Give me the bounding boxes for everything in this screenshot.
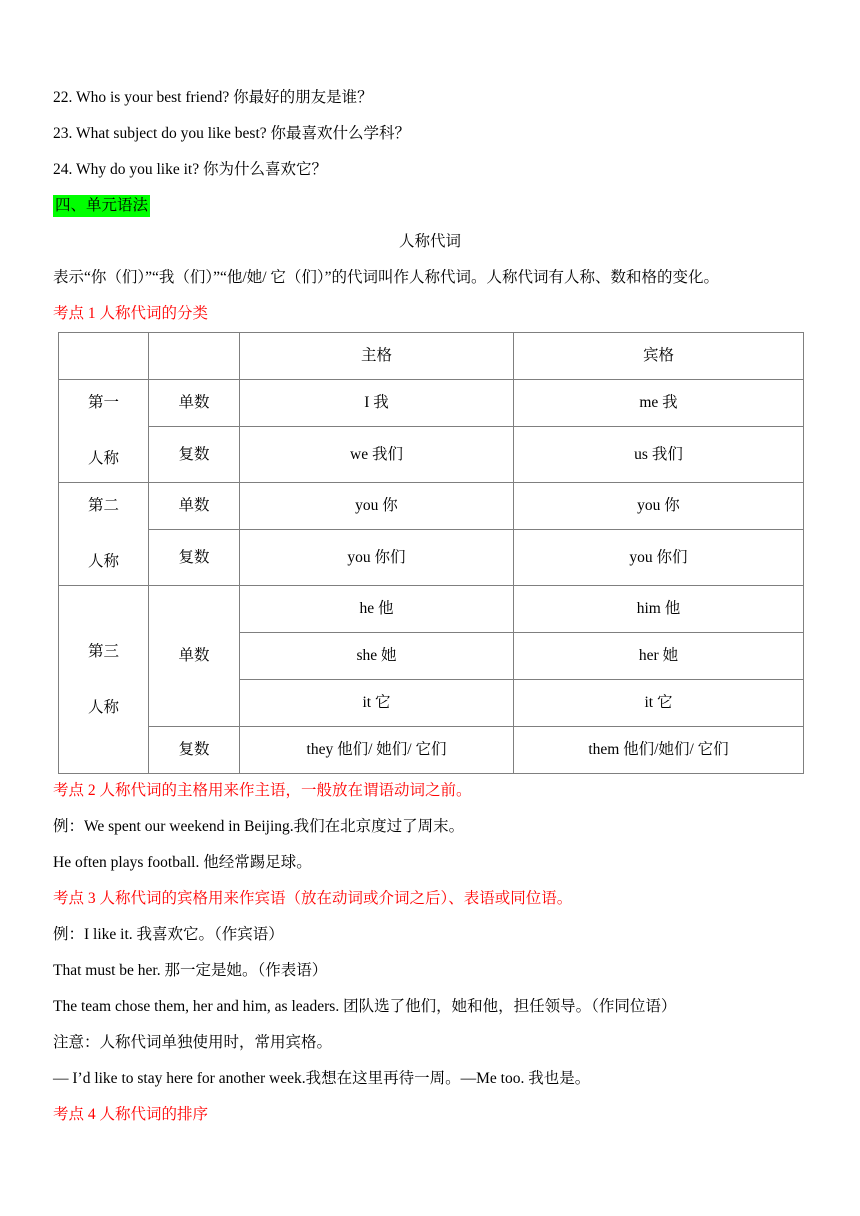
example-3c: The team chose them, her and him, as leaders. 团队选了他们，她和他，担任领导。（作同位语） xyxy=(53,998,677,1015)
example-2a: 例：We spent our weekend in Beijing.我们在北京度过了周末。 xyxy=(53,818,465,835)
example-2b: He often plays football. 他经常踢足球。 xyxy=(53,854,312,871)
example-3a: 例：I like it. 我喜欢它。（作宾语） xyxy=(53,926,284,943)
nominative-cell: we 我们 xyxy=(240,427,514,483)
header-nominative: 主格 xyxy=(240,333,514,380)
nominative-cell: they 他们/ 她们/ 它们 xyxy=(240,727,514,774)
point-3-heading: 考点 3 人称代词的宾格用来作宾语（放在动词或介词之后）、表语或同位语。 xyxy=(53,890,573,907)
table-row xyxy=(59,586,804,633)
table-row xyxy=(59,427,804,483)
second-person-label-bottom: 人称 xyxy=(87,553,119,570)
objective-cell: them 他们/她们/ 它们 xyxy=(514,727,804,774)
table-row xyxy=(59,483,804,530)
nominative-cell: it 它 xyxy=(240,680,514,727)
note-line: 注意：人称代词单独使用时，常用宾格。 xyxy=(53,1034,333,1051)
example-3b: That must be her. 那一定是她。（作表语） xyxy=(53,962,328,979)
number-cell: 单数 xyxy=(149,483,240,530)
header-objective: 宾格 xyxy=(514,333,804,380)
number-cell: 复数 xyxy=(149,427,240,483)
point-1-heading: 考点 1 人称代词的分类 xyxy=(53,305,209,322)
objective-cell: it 它 xyxy=(514,680,804,727)
objective-cell: you 你 xyxy=(514,483,804,530)
third-person-label-bottom: 人称 xyxy=(87,698,119,716)
nominative-cell: you 你们 xyxy=(240,530,514,586)
question-22: 22. Who is your best friend? 你最好的朋友是谁？ xyxy=(53,89,373,106)
question-23: 23. What subject do you like best? 你最喜欢什么学科？ xyxy=(53,125,411,142)
number-cell: 复数 xyxy=(149,727,240,774)
table-header-row xyxy=(59,333,804,380)
objective-cell: him 他 xyxy=(514,586,804,633)
number-cell: 单数 xyxy=(149,586,240,727)
objective-cell: you 你们 xyxy=(514,530,804,586)
table-empty-cell xyxy=(59,333,149,380)
table-row xyxy=(59,727,804,774)
table-row xyxy=(59,380,804,427)
first-person-label-bottom: 人称 xyxy=(87,450,119,467)
objective-cell: me 我 xyxy=(514,380,804,427)
nominative-cell: you 你 xyxy=(240,483,514,530)
nominative-cell: I 我 xyxy=(240,380,514,427)
third-person-label-top: 第三 xyxy=(87,642,119,660)
question-24: 24. Why do you like it? 你为什么喜欢它？ xyxy=(53,161,327,178)
second-person-label xyxy=(59,483,149,586)
section-heading xyxy=(53,196,150,216)
point-4-heading: 考点 4 人称代词的排序 xyxy=(53,1106,209,1123)
objective-cell: her 她 xyxy=(514,633,804,680)
objective-cell: us 我们 xyxy=(514,427,804,483)
table-empty-cell xyxy=(149,333,240,380)
pronoun-table xyxy=(58,332,804,774)
nominative-cell: he 他 xyxy=(240,586,514,633)
first-person-label xyxy=(59,380,149,483)
intro-paragraph: 表示“你（们）”“我（们）”“他/她/ 它（们）”的代词叫作人称代词。人称代词有人称、数和格的变化。 xyxy=(53,269,720,286)
dialog-line: — I’d like to stay here for another week.我想在这里再待一周。—Me too. 我也是。 xyxy=(53,1070,591,1087)
first-person-label-top: 第一 xyxy=(87,394,119,411)
second-person-label-top: 第二 xyxy=(87,497,119,514)
nominative-cell: she 她 xyxy=(240,633,514,680)
section-heading-text: 四、单元语法 xyxy=(53,195,150,217)
table-row xyxy=(59,530,804,586)
number-cell: 复数 xyxy=(149,530,240,586)
point-2-heading: 考点 2 人称代词的主格用来作主语，一般放在谓语动词之前。 xyxy=(53,782,472,799)
number-cell: 单数 xyxy=(149,380,240,427)
topic-title: 人称代词 xyxy=(398,233,461,250)
third-person-label xyxy=(59,586,149,774)
